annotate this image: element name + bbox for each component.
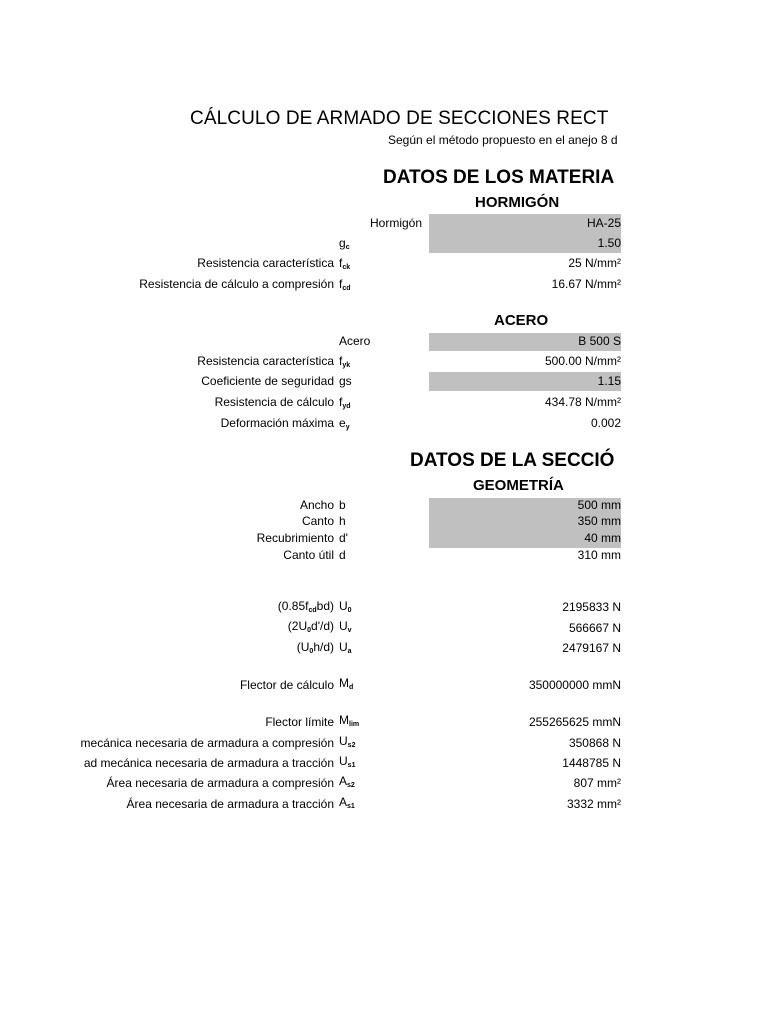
mlim-value: 255265625 mmN [528, 715, 621, 729]
mlim-label: Flector límite [265, 715, 334, 729]
steel-type-value[interactable]: B 500 S [578, 334, 621, 348]
concrete-type-value[interactable]: HA-25 [586, 216, 621, 230]
fyd-label: Resistencia de cálculo [214, 395, 334, 409]
u0-symbol: $U_0$ [339, 599, 352, 614]
gs-label: Coeficiente de seguridad [201, 374, 334, 388]
gs-cell [429, 372, 621, 391]
fcd-symbol: $f_{cd}$ [339, 277, 351, 292]
concrete-heading: HORMIGÓN [475, 194, 560, 211]
steel-heading: ACERO [494, 312, 549, 329]
fyd-symbol: $f_{yd}$ [339, 395, 351, 410]
ey-value: 0.002 [590, 416, 621, 430]
fyd-value: 434.78 N/mm² [544, 395, 621, 409]
as1-value: 3332 mm² [566, 797, 621, 811]
cover-symbol: d' [339, 531, 348, 545]
us2-symbol: $U_{s2}$ [339, 734, 356, 749]
gamma-c-value[interactable]: 1.50 [597, 236, 621, 250]
b-symbol: b [339, 498, 346, 512]
us1-label: ad mecánica necesaria de armadura a tracción [83, 756, 334, 770]
fck-symbol: $f_{ck}$ [339, 256, 351, 271]
us1-symbol: $U_{s1}$ [339, 754, 356, 769]
b-label: Ancho [299, 498, 334, 512]
cover-value[interactable]: 40 mm [584, 531, 621, 545]
uv-label: $(2U_0d'/d)$ [287, 619, 334, 634]
concrete-type-label: Hormigón [370, 216, 423, 230]
md-label: Flector de cálculo [239, 678, 334, 692]
fck-label: Resistencia característica [197, 256, 334, 270]
fyk-symbol: $f_{yk}$ [339, 354, 351, 369]
us1-value: 1448785 N [562, 756, 621, 770]
fcd-value: 16.67 N/mm² [551, 277, 621, 291]
ua-value: 2479167 N [562, 641, 621, 655]
as2-label: Área necesaria de armadura a compresión [106, 776, 334, 790]
fyk-value: 500.00 N/mm² [544, 354, 621, 368]
h-value[interactable]: 350 mm [577, 514, 621, 528]
u0-value: 2195833 N [562, 600, 621, 614]
as1-label: Área necesaria de armadura a tracción [126, 797, 334, 811]
ua-label: $(U_0h/d)$ [296, 640, 334, 655]
geometry-heading: GEOMETRÍA [473, 477, 564, 494]
fck-value: 25 N/mm² [568, 256, 621, 270]
gamma-c-symbol: $g_c$ [339, 236, 350, 251]
us2-label: mecánica necesaria de armadura a compresión [80, 736, 334, 750]
u0-label: $(0.85f_{cd}bd)$ [277, 599, 334, 614]
ey-symbol: $e_y$ [339, 416, 350, 431]
fyk-label: Resistencia característica [197, 354, 334, 368]
fcd-label: Resistencia de cálculo a compresión [139, 277, 334, 291]
uv-symbol: $U_v$ [339, 619, 352, 634]
mlim-symbol: $M_{lim}$ [339, 713, 360, 728]
d-label: Canto útil [283, 548, 334, 562]
md-value: 350000000 mmN [528, 678, 621, 692]
materials-heading: DATOS DE LOS MATERIA [383, 167, 615, 188]
h-symbol: h [339, 514, 346, 528]
d-symbol: d [339, 548, 346, 562]
gs-value[interactable]: 1.15 [597, 374, 621, 388]
as2-value: 807 mm² [573, 776, 621, 790]
md-symbol: $M_d$ [339, 676, 354, 691]
h-label: Canto [301, 514, 334, 528]
ua-symbol: $U_a$ [339, 640, 352, 655]
d-value: 310 mm [577, 548, 621, 562]
page-title: CÁLCULO DE ARMADO DE SECCIONES RECT [190, 108, 609, 129]
as1-symbol: $A_{s1}$ [339, 795, 355, 810]
b-value[interactable]: 500 mm [577, 498, 621, 512]
as2-symbol: $A_{s2}$ [339, 774, 355, 789]
page-subtitle: Según el método propuesto en el anejo 8 d [388, 133, 618, 147]
steel-type-label: Acero [339, 334, 371, 348]
ey-label: Deformación máxima [220, 416, 334, 430]
gs-symbol: gs [339, 374, 352, 388]
section-heading: DATOS DE LA SECCIÓ [410, 450, 615, 471]
cover-label: Recubrimiento [256, 531, 334, 545]
us2-value: 350868 N [568, 736, 621, 750]
uv-value: 566667 N [568, 621, 621, 635]
